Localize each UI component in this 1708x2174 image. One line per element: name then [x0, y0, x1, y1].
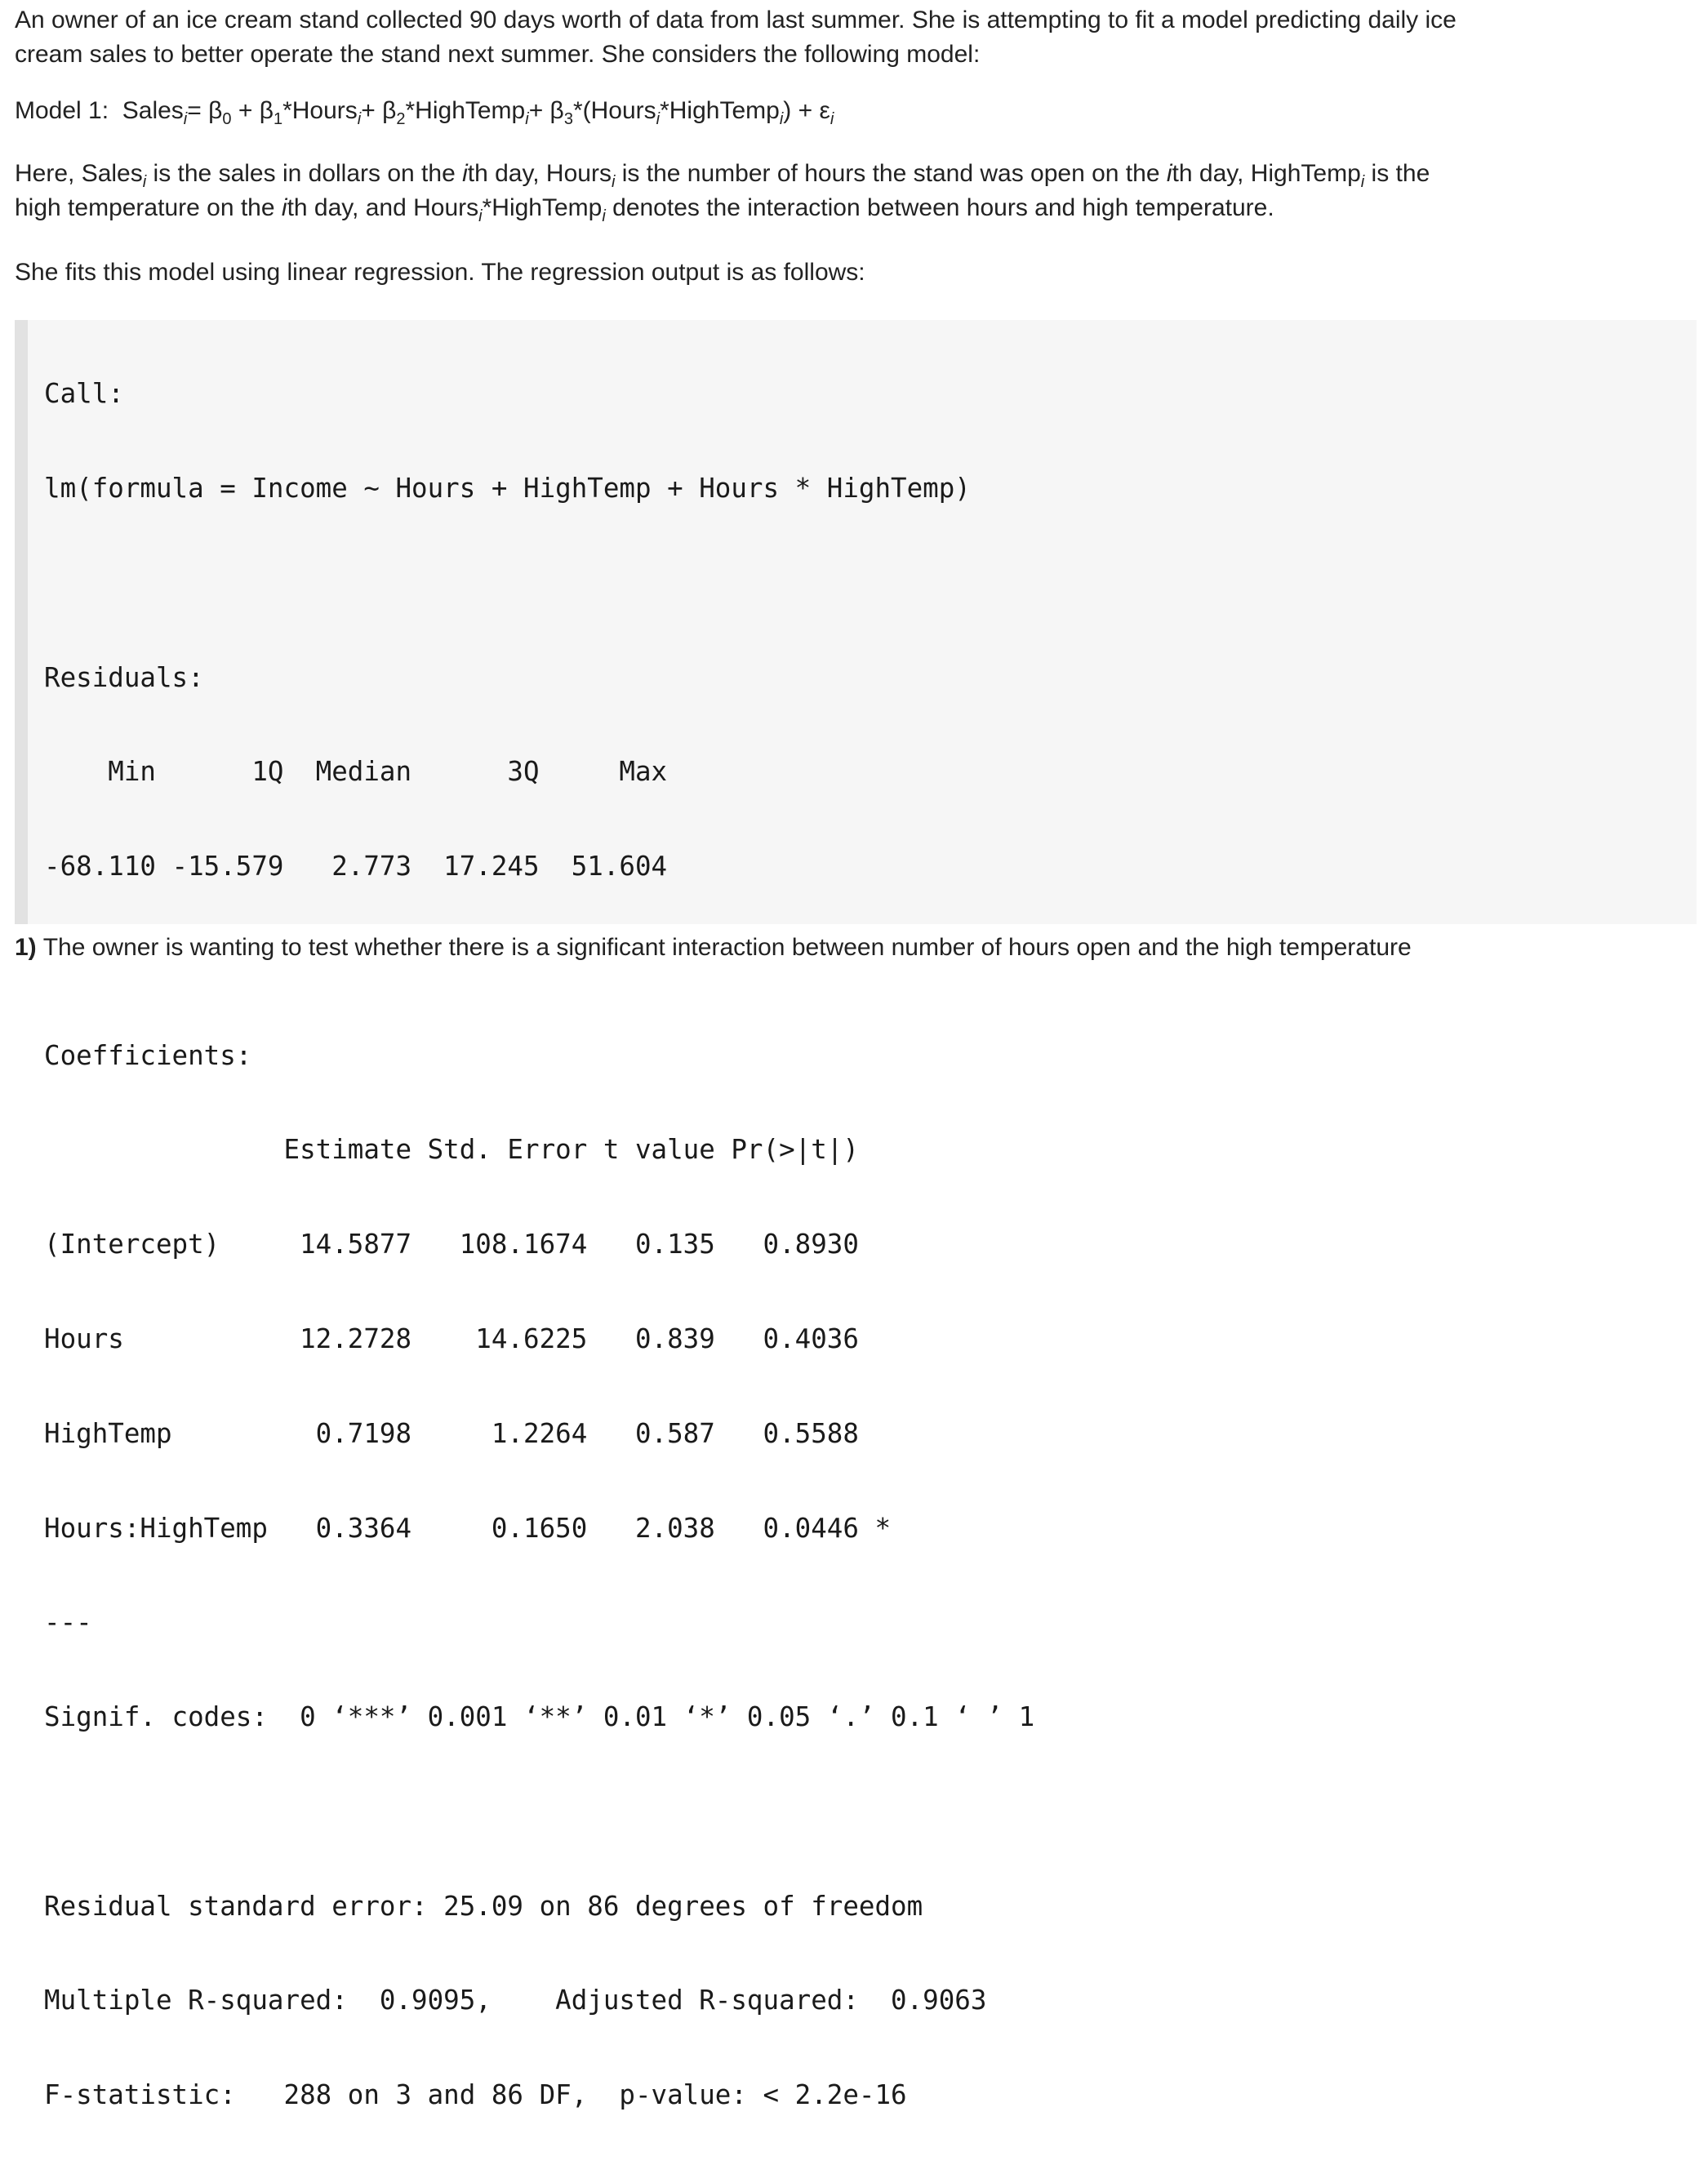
beta-1: β: [259, 97, 274, 124]
regression-output: [44, 315, 1034, 2174]
plus: +: [231, 97, 260, 124]
model-interaction-hours: *(Hours: [572, 97, 656, 124]
italic-i: i: [281, 194, 287, 221]
sub-i: i: [357, 110, 362, 128]
plus: +: [361, 97, 383, 124]
question-text: The owner is wanting to test whether there is a significant interaction between number of hours open and the high temperature: [42, 934, 1412, 961]
intro-paragraph: [15, 3, 1457, 72]
explain-text: is the number of hours the stand was open on the: [615, 160, 1167, 187]
question-number: 1): [15, 934, 37, 961]
italic-i: i: [1166, 160, 1172, 187]
residuals-label: Residuals:: [44, 661, 204, 693]
beta-1-sub: 1: [273, 110, 283, 128]
beta-3-sub: 3: [563, 110, 573, 128]
sub-i: i: [1360, 173, 1365, 191]
beta-2: β: [382, 97, 397, 124]
model-sales: Sales: [122, 97, 184, 124]
explain-text: th day, and Hours: [287, 194, 479, 221]
coefficients-header: Estimate Std. Error t value Pr(>|t|): [44, 1134, 892, 1166]
epsilon: ε: [819, 97, 830, 124]
sub-i: i: [183, 110, 188, 128]
sub-i: i: [830, 110, 834, 128]
plus: +: [528, 97, 550, 124]
blank-line: [44, 567, 1034, 599]
sub-i: i: [478, 207, 483, 225]
model-hightemp: *HighTemp: [405, 97, 526, 124]
r-squared: Multiple R-squared: 0.9095, Adjusted R-squared: 0.9063: [44, 1985, 1003, 2016]
signif-codes: Signif. codes: 0 ‘***’ 0.001 ‘**’ 0.01 ‘*’ 0.05 ‘.’ 0.1 ‘ ’ 1: [44, 1701, 1035, 1733]
call-formula: lm(formula = Income ~ Hours + HighTemp + Hours * HighTemp): [44, 472, 971, 504]
sub-i: i: [611, 173, 616, 191]
sub-i: i: [525, 110, 529, 128]
explanation-paragraph: [15, 157, 1430, 225]
beta-3: β: [549, 97, 564, 124]
f-statistic: F-statistic: 288 on 3 and 86 DF, p-value: < 2.2e-16: [44, 2079, 907, 2111]
coef-row-hours: Hours 12.2728 14.6225 0.839 0.4036: [44, 1323, 892, 1354]
italic-i: i: [462, 160, 468, 187]
sub-i: i: [779, 110, 784, 128]
model-interaction-hightemp: *HighTemp: [660, 97, 780, 124]
fit-statement: She fits this model using linear regression. The regression output is as follows:: [15, 259, 865, 286]
intro-line-2: cream sales to better operate the stand next summer. She considers the following model:: [15, 41, 981, 68]
explain-text: Here, Sales: [15, 160, 143, 187]
model-hours: *Hours: [282, 97, 358, 124]
sub-i: i: [142, 173, 147, 191]
explain-text: denotes the interaction between hours and high temperature.: [605, 194, 1274, 221]
coefficients-label: Coefficients:: [44, 1039, 252, 1071]
sub-i: i: [602, 207, 606, 225]
question-1: [15, 931, 1412, 965]
intro-line-1: An owner of an ice cream stand collected 90 days worth of data from last summer. She is attempting to fit a model predicting daily ice: [15, 7, 1457, 33]
explain-text: th day, Hours: [467, 160, 612, 187]
separator: ---: [44, 1607, 92, 1638]
call-label: Call:: [44, 378, 124, 410]
explain-text: is the: [1364, 160, 1430, 187]
explain-text: th day, HighTemp: [1172, 160, 1361, 187]
explain-text: *HighTemp: [482, 194, 603, 221]
residuals-header: Min 1Q Median 3Q Max: [44, 756, 683, 788]
model-interaction-close: ) +: [783, 97, 820, 124]
coef-row-hightemp: HighTemp 0.7198 1.2264 0.587 0.5588: [44, 1417, 892, 1449]
blank-line: [44, 1796, 1034, 1828]
coef-row-interaction: Hours:HighTemp 0.3364 0.1650 2.038 0.0446 *: [44, 1512, 892, 1544]
coef-row-intercept: (Intercept) 14.5877 108.1674 0.135 0.8930: [44, 1229, 892, 1260]
explain-text: high temperature on the: [15, 194, 282, 221]
model-equation: [15, 94, 834, 128]
explain-text: is the sales in dollars on the: [146, 160, 463, 187]
beta-0-sub: 0: [222, 110, 232, 128]
sub-i: i: [656, 110, 661, 128]
beta-2-sub: 2: [396, 110, 406, 128]
model-eq: =: [187, 97, 209, 124]
residuals-values: -68.110 -15.579 2.773 17.245 51.604: [44, 851, 683, 882]
beta-0: β: [208, 97, 223, 124]
model-label: Model 1:: [15, 97, 109, 124]
residual-standard-error: Residual standard error: 25.09 on 86 degrees of freedom: [44, 1890, 923, 1922]
